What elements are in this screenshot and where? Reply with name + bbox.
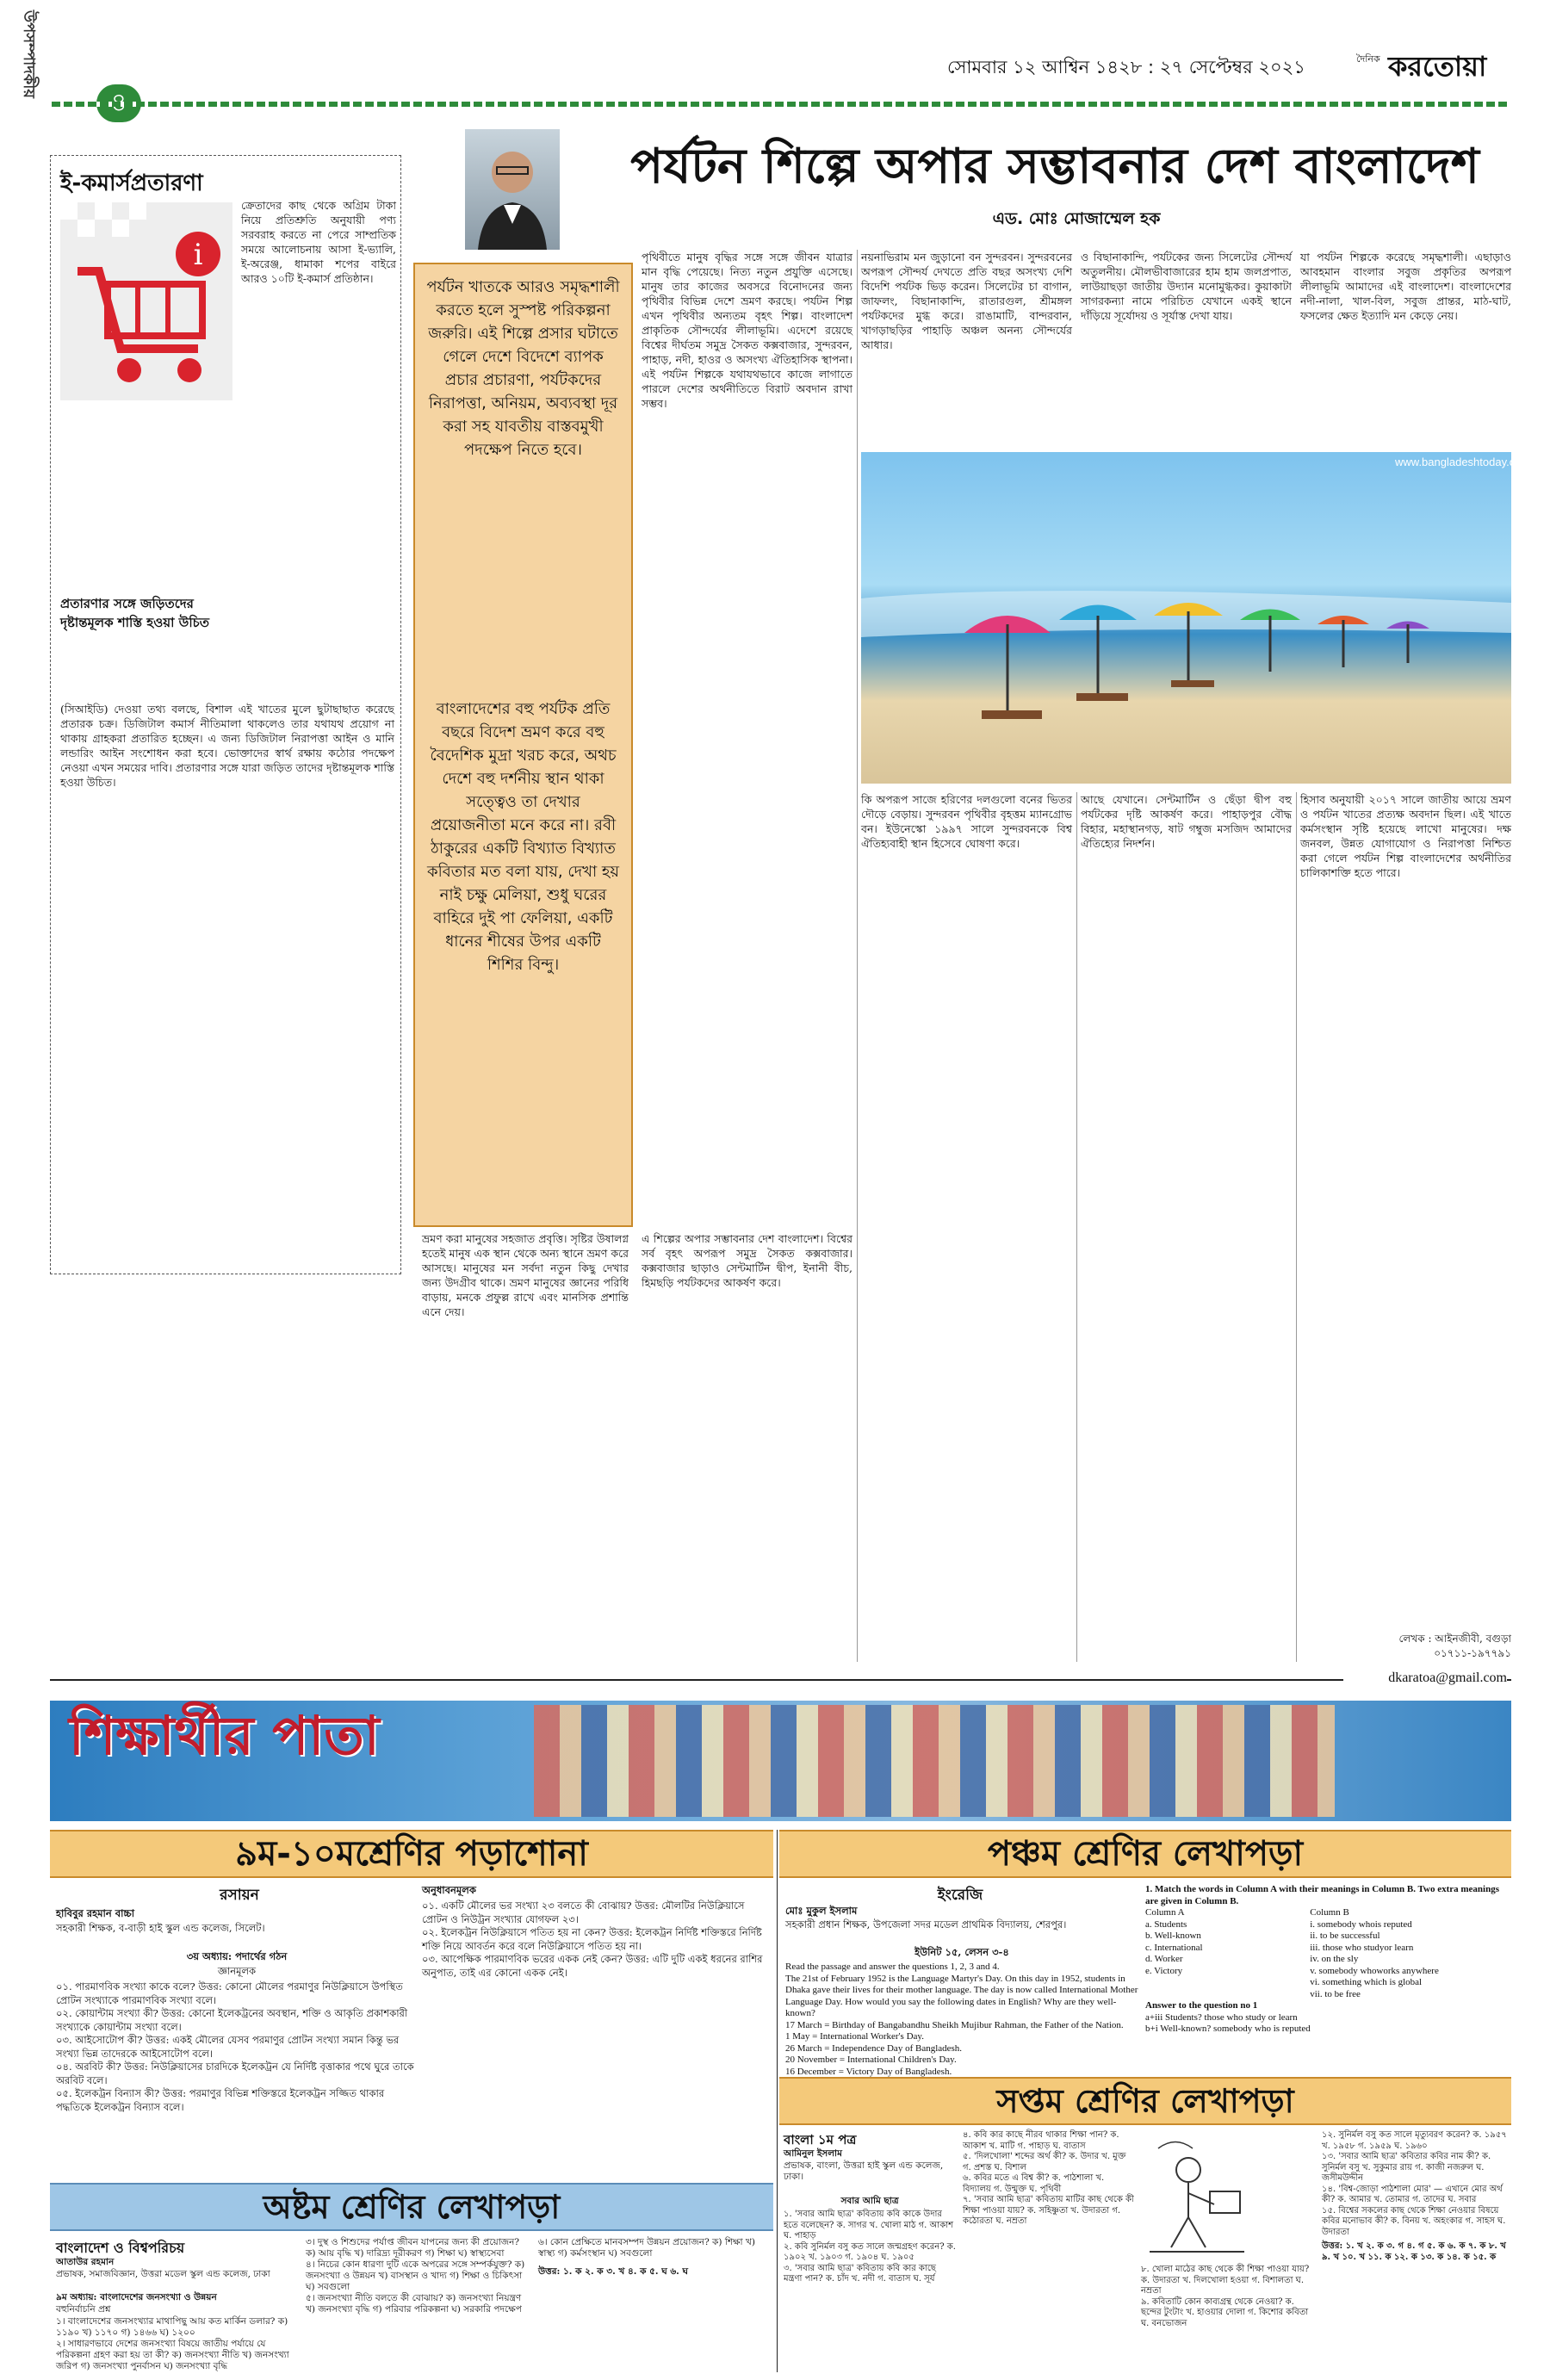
class9-qa-item: ০৩. আইসোটোপ কী? উত্তর: একই মৌলের যেসব পরমাণুর প্রোটন সংখ্যা সমান কিন্তু ভর সংখ্যা ভিন্ন তাদেরকে আইসোটোপ বলে। [56, 2034, 400, 2060]
class9-teacher: হাবিবুর রহমান বাচ্চা [56, 1907, 135, 1919]
class5-right-col [1145, 1884, 1511, 2073]
class5-ans1-item: d+v Worker? somebody who works anywhere [801, 2065, 818, 2066]
article-col-1: পৃথিবীতে মানুষ বৃদ্ধির সঙ্গে সঙ্গে জীবন যাত্রার মান বৃদ্ধি পেয়েছে। নিত্য নতুন প্রযুক্তি এসেছে। মানুষ তার কাজের অবসরে বিনোদনের জন্য পৃথিবীর বিভিন্ন দেশে ভ্রমণ করছে। পর্যটন শিল্প এখন পৃথিবীর অন্যতম বৃহৎ শিল্প। বাংলাদেশ প্রাকৃতিক সৌন্দর্যের লীলাভূমি। এদেশে রয়েছে বিশ্বের দীর্ঘতম সমুদ্র সৈকত কক্সবাজার, সুন্দরবন, পাহাড়, নদী, হাওর ও অসংখ্য ঐতিহাসিক স্থাপনা। এই পর্যটন শিল্পকে যথাযথভাবে কাজে লাগাতে পারলে দেশের অর্থনীতিতে বিরাট অবদান রাখা সম্ভব। [642, 251, 852, 410]
paper-name: করতোয়া [1388, 50, 1487, 83]
divider [1296, 792, 1297, 1662]
class5-col-b-item: vi. something which is global [1310, 1977, 1423, 1987]
article-lower-col-2: এ শিল্পের অপার সম্ভাবনার দেশ বাংলাদেশ। বিশ্বের সর্ব বৃহৎ অপরূপ সমুদ্র সৈকত কক্সবাজার। কক্সবাজার ছাড়াও সেন্টমার্টিন দ্বীপ, ইনানী বীচ, হিমছড়ি পর্যটকদের আকর্ষণ করে। [642, 1232, 852, 1289]
class8-qa-item: ৪। নিচের কোন ধারণা দুটি একে অপরের সঙ্গে সম্পর্কযুক্ত? ক) জনসংখ্যা ও উন্নয়ন খ) বাসস্থান ও খাদ্য গ) শিক্ষা ও চিকিৎসা ঘ) সবগুলো [306, 2259, 525, 2292]
class5-col-a-head: Column A [1145, 1907, 1185, 1918]
class5-banner: পঞ্চম শ্রেণির লেখাপড়া [779, 1830, 1511, 1878]
class8-qa-col3 [538, 2237, 771, 2373]
svg-text:i: i [193, 238, 203, 272]
class8-answers: উত্তর: ১. ক ২. ক ৩. খ ৪. ক ৫. ঘ ৬. ঘ [538, 2266, 688, 2277]
divider [777, 1830, 778, 2372]
class8-qa-col2 [306, 2237, 530, 2373]
article-col-2: নয়নাভিরাম মন জুড়ানো বন সুন্দরবন। সুন্দরবনের অপরূপ সৌন্দর্য দেখতে প্রতি বছর অসংখ্য দেশি বিদেশি পর্যটক ভিড় করেন। সিলেটের চা বাগান, জাফলং, বিছানাকান্দি, রাতারগুল, শ্রীমঙ্গল পর্যটকদের মুগ্ধ করে। রাঙামাটি, বান্দরবান, খাগড়াছড়ির পাহাড়ি অঞ্চল অনন্য সৌন্দর্যের আধার। [861, 251, 1072, 351]
class5-col-b-item: ii. to be successful [1310, 1931, 1380, 1941]
beach-photo [861, 452, 1531, 784]
date-line: সোমবার ১২ আশ্বিন ১৪২৮ : ২৭ সেপ্টেম্বর ২০২১ [947, 57, 1305, 77]
photo-watermark: www.bangladeshtoday.com [1395, 456, 1531, 468]
article-lower-col-5: হিসাব অনুযায়ী ২০১৭ সালে জাতীয় আয়ে ভ্রমণ ও পর্যটন খাতের প্রত্যক্ষ অবদান ছিল। এই খাতে কর্মসংস্থান সৃষ্টি হয়েছে লাখো মানুষের। দক্ষ জনবল, উন্নত যোগাযোগ ও নিরাপত্তা নিশ্চিত করা গেলে পর্যটন শিল্প বাংলাদেশের অর্থনীতির চালিকাশক্তি হতে পারে। [1300, 793, 1511, 879]
class5-col-a-item: c. International [1145, 1942, 1203, 1953]
article-col-3: ও বিছানাকান্দি, পর্যটকের জন্য সিলেটের সৌন্দর্য অতুলনীয়। মৌলভীবাজারের হাম হাম জলপ্রপাত, লাউয়াছড়া জাতীয় উদ্যান মনোমুগ্ধকর। কুয়াকাটা সাগরকন্যা নামে পরিচিত যেখানে একই স্থানে দাঁড়িয়ে সূর্যোদয় ও সূর্যাস্ত দেখা যায়। [1081, 251, 1292, 322]
class5-date-item: 1 May = International Worker's Day. [785, 2031, 924, 2042]
class8-qa-item: ১। বাংলাদেশের জনসংখ্যার মাথাপিছু আয় কত মার্কিন ডলার? ক) ১১৯০ খ) ১১৭০ গ) ১৪৬৬ ঘ) ১২০০ [56, 2316, 288, 2338]
class8-subject: বাংলাদেশ ও বিশ্বপরিচয় [56, 2240, 185, 2256]
class5-q2 [1145, 2073, 1146, 2074]
paper-sub: দৈনিক [1356, 53, 1380, 65]
class5-ans1-item: e+ii Victory? to be successful [817, 2065, 828, 2066]
class8-qa-item: ৩। দুস্থ ও শিশুদের পর্যাপ্ত জীবন যাপনের জন্য কী প্রয়োজন? ক) আয় বৃদ্ধি খ) দারিদ্র্য দূরীকরণ গ) শিক্ষা ঘ) স্বাস্থ্যসেবা [306, 2237, 520, 2259]
class5-date-item: 16 December = Victory Day of Bangladesh. [785, 2066, 952, 2077]
class5-teacher: মোঃ মুকুল ইসলাম [785, 1905, 858, 1917]
class9-subject: রসায়ন [220, 1887, 259, 1904]
email-link[interactable]: dkaratoa@gmail.com [1343, 1670, 1507, 1689]
author-photo [465, 129, 560, 250]
class7-subject: বাংলা ১ম পত্র [784, 2132, 857, 2148]
class9-section: জ্ঞানমূলক [217, 1965, 257, 1977]
class5-col-b-item: iii. those who studyor learn [1310, 1942, 1414, 1953]
article-lower-col-4: আছে যেখানে। সেন্টমার্টিন ও ছেঁড়া দ্বীপ বহু পর্যটকের দৃষ্টি আকর্ষণ করে। পাহাড়পুর বৌদ্ধ বিহার, মহাস্থানগড়, ষাট গম্বুজ মসজিদ আমাদের ঐতিহ্যের নিদর্শন। [1081, 793, 1292, 850]
class5-col-b-item: iv. on the sly [1310, 1954, 1359, 1964]
masthead-rule [52, 102, 1507, 107]
class5-date-item: 26 March = Independence Day of Bangladesh. [785, 2042, 963, 2054]
class7-mcq-item: ৩. 'সবার আমি ছাত্র' কবিতায় কবি কার কাছে মন্ত্রণা পান? ক. চাঁদ খ. নদী গ. বাতাস ঘ. সূর্য [784, 2263, 936, 2284]
pull-quote-2: বাংলাদেশের বহু পর্যটক প্রতি বছরে বিদেশ ভ্রমণ করে বহু বৈদেশিক মুদ্রা খরচ করে, অথচ দেশে বহু দর্শনীয় স্থান থাকা সত্ত্বেও তা দেখার প্রয়োজনীতা মনে করে না। রবী ঠাকুরের একটি বিখ্যাত বিখ্যাত কবিতার মত বলা যায়, দেখা হয় নাই চক্ষু মেলিয়া, শুধু ঘরের বাহিরে দুই পা ফেলিয়া, একটি ধানের শীষের উপর একটি শিশির বিন্দু। [427, 700, 619, 974]
article-byline: এড. মোঃ মোজাম্মেল হক [992, 209, 1161, 228]
class5-col-b-item: v. somebody whoworks anywhere [1310, 1965, 1439, 1976]
class7-teacher-role: প্রভাষক, বাংলা, উত্তরা হাই স্কুল এন্ড কলেজ, ঢাকা। [784, 2160, 944, 2182]
class8-teacher-role: প্রভাষক, সমাজবিজ্ঞান, উত্তরা মডেল স্কুল এন্ড কলেজ, ঢাকা [56, 2269, 270, 2279]
class5-col-a-item: d. Worker [1145, 1954, 1183, 1964]
sidebar-body: (সিআইডি) দেওয়া তথ্য বলছে, বিশাল এই খাতের মুলে ছুটাছাছাত করেছে প্রতারক চক্র। ডিজিটাল কমার্স নীতিমালা থাকলেও তার যথাযথ প্রয়োগ না থাকায় গ্রাহকরা প্রতারিত হচ্ছেন। এ জন্য ডিজিটাল নিরাপত্তা আইন ও মানি লন্ডারিং আইন সংশোধন করা হবে। ভোক্তাদের স্বার্থ রক্ষায় কঠোর পদক্ষেপ নেওয়া এখন সময়ের দাবি। প্রতারণার সঙ্গে যারা জড়িত তাদের দৃষ্টান্তমূলক শাস্তি হওয়া উচিত। [60, 703, 394, 789]
class7-mcq-item: ৪. কবি কার কাছে নীরব থাকার শিক্ষা পান? ক. আকাশ খ. মাটি গ. পাহাড় ঘ. বাতাস [963, 2130, 1119, 2151]
article-lower-col-3: কি অপরূপ সাজে হরিণের দলগুলো বনের ভিতর দৌড়ে বেড়ায়। সুন্দরবন পৃথিবীর বৃহত্তম ম্যানগ্রোভ বন। ইউনেস্কো ১৯৯৭ সালে সুন্দরবনকে বিশ্ব ঐতিহ্যবাহী স্থান হিসেবে ঘোষণা করে। [861, 793, 1072, 850]
sidebar-intro: ক্রেতাদের কাছ থেকে অগ্রিম টাকা নিয়ে প্রতিশ্রুতি অনুযায়ী পণ্য সরবরাহ করতে না পেরে সাম্প্রতিক সময়ে আলোচনায় আসা ই-ভ্যালি, ই-অরেঞ্জ, ধামাকা শপের বাইরে আরও ১০টি ই-কমার্স প্রতিষ্ঠান। [241, 199, 396, 285]
class5-ans1-title: Answer to the question no 1 [1145, 2000, 1258, 2011]
class5-date-item: 17 March = Birthday of Bangabandhu Sheikh Mujibur Rahman, the Father of the Nation. [785, 2019, 1124, 2030]
class7-mcq-item: ১৪. 'বিশ্ব-জোড়া পাঠশালা মোর' — এখানে মোর অর্থ কী? ক. আমার খ. তোমার গ. তাদের ঘ. সবার [1322, 2184, 1503, 2204]
class8-chapter: ৯ম অধ্যায়: বাংলাদেশের জনসংখ্যা ও উন্নয়ন [56, 2292, 217, 2303]
class5-teacher-role: সহকারী প্রধান শিক্ষক, উপজেলা সদর মডেল প্রাথমিক বিদ্যালয়, শেরপুর। [785, 1918, 1067, 1931]
class9-mid-item: ০২. ইলেকট্রন নিউক্লিয়াসে পতিত হয় না কেন? উত্তর: ইলেকট্রন নির্দিষ্ট শক্তিস্তরে নির্দিষ্ট শক্তি নিয়ে আবর্তন করে বলে নিউক্লিয়াসে পতিত হয় না। [422, 1926, 762, 1952]
class7-mcq-item: ৫. 'দিলখোলা' শব্দের অর্থ কী? ক. উদার খ. মুক্ত গ. প্রশস্ত ঘ. বিশাল [963, 2152, 1126, 2172]
article-col-4: যা পর্যটন শিল্পকে করেছে সমৃদ্ধশালী। এছাড়াও আবহমান বাংলার সবুজ প্রকৃতির অপরূপ লীলাভূমি আমাদের এই বাংলাদেশ। বাংলাদেশের নদী-নালা, খাল-বিল, সবুজ প্রান্তর, মাঠ-ঘাট, ফসলের ক্ষেত ইত্যাদি মন কেড়ে নেয়। [1300, 251, 1511, 322]
class8-qa-item: ৬। কোন প্রেক্ষিতে মানবসম্পদ উন্নয়ন প্রয়োজন? ক) শিক্ষা খ) স্বাস্থ্য গ) কর্মসংস্থান ঘ) সবগুলো [538, 2237, 755, 2259]
class8-teacher: আতাউর রহমান [56, 2257, 115, 2267]
class9-qa-item: ০৪. অরবিট কী? উত্তর: নিউক্লিয়াসের চারদিকে ইলেকট্রন যে নির্দিষ্ট বৃত্তাকার পথে ঘুরে তাকে অরবিট বলে। [56, 2061, 414, 2086]
class7-mcq-col1 [784, 2210, 956, 2373]
class9-qa-list [56, 1980, 418, 2174]
divider [857, 250, 858, 1662]
class5-date-item: 20 November = International Children's Day. [785, 2055, 957, 2065]
class7-answers: উত্তর: ১. খ ২. ক ৩. গ ৪. গ ৫. ক ৬. ক ৭. ক ৮. খ ৯. খ ১০. খ ১১. ক ১২. ক ১৩. ক ১৪. ক ১৫. ক [1322, 2241, 1506, 2262]
class7-mcq-col4 [1322, 2130, 1511, 2373]
student-crowd-photo [534, 1705, 1335, 1817]
pull-quote-1: পর্যটন খাতকে আরও সমৃদ্ধশালী করতে হলে সুস্পষ্ট পরিকল্পনা জরুরি। এই শিল্পে প্রসার ঘটাতে গেলে দেশে বিদেশে ব্যাপক প্রচার প্রচারণা, পর্যটকদের নিরাপত্তা, অনিয়ম, অব্যবস্থা দূর করা সহ যাবতীয় বাস্তবমুখী পদক্ষেপ নিতে হবে। [426, 278, 620, 459]
class9-teacher-role: সহকারী শিক্ষক, ব-বাড়ী হাই স্কুল এন্ড কলেজ, সিলেট। [56, 1922, 265, 1934]
class5-col-a-item: a. Students [1145, 1918, 1187, 1930]
class5-unit: ইউনিট ১৫, লেসন ৩-৪ [914, 1946, 1009, 1958]
class7-mcq-item: ৬. কবির মতে এ বিশ্ব কী? ক. পাঠশালা খ. বিদ্যালয় গ. উন্মুক্ত ঘ. পৃথিবী [963, 2173, 1105, 2194]
class9-mid-title: অনুধাবনমূলক [422, 1884, 476, 1896]
class9-qa-item: ০১. পারমাণবিক সংখ্যা কাকে বলে? উত্তর: কোনো মৌলের পরমাণুর নিউক্লিয়াসে উপস্থিত প্রোটন সংখ্যাকে পারমাণবিক সংখ্যা বলে। [56, 1980, 403, 2006]
class7-mcq-item: ১. 'সবার আমি ছাত্র' কবিতায় কবি কাকে উদার হতে বলেছেন? ক. সাগর খ. খোলা মাঠ গ. আকাশ ঘ. পাহাড় [784, 2210, 954, 2241]
class9-qa-item: ০২. কোয়ান্টাম সংখ্যা কী? উত্তর: কোনো ইলেকট্রনের অবস্থান, শক্তি ও আকৃতি প্রকাশকারী সংখ্যাকে কোয়ান্টাম সংখ্যা বলে। [56, 2007, 408, 2033]
class9-qa-item: ০৫. ইলেকট্রন বিন্যাস কী? উত্তর: পরমাণুর বিভিন্ন শক্তিস্তরে ইলেকট্রন সজ্জিত থাকার পদ্ধতিকে ইলেকট্রন বিন্যাস বলে। [56, 2087, 385, 2113]
class7-illustration [1141, 2131, 1253, 2260]
class8-banner: অষ্টম শ্রেণির লেখাপড়া [50, 2183, 773, 2231]
sidebar-subhead: প্রতারণার সঙ্গে জড়িতদের দৃষ্টান্তমূলক শাস্তি হওয়া উচিত [60, 596, 209, 630]
class7-mcq-item: ১৩. 'সবার আমি ছাত্র' কবিতার কবির নাম কী? ক. সুনির্মল বসু খ. সুকুমার রায় গ. কাজী নজরুল ঘ. জসীমউদ্দীন [1322, 2152, 1491, 2183]
class7-teacher: আমিনুল ইসলাম [784, 2148, 842, 2159]
class7-poem: সবার আমি ছাত্র [840, 2196, 899, 2206]
class7-mcq-col3 [1141, 2265, 1313, 2373]
class8-section: বহুনির্বাচনি প্রশ্ন [56, 2304, 111, 2315]
author-note: লেখক : আইনজীবী, বগুড়া [1398, 1633, 1511, 1645]
class8-qa-item: ২। সাধারণভাবে দেশের জনসংখ্যা বিষয়ে জাতীয় পর্যায়ে যে পরিকল্পনা গ্রহণ করা হয় তা কী? ক) জনসংখ্যা নীতি খ) জনসংখ্যা জরিপ গ) জনসংখ্যা পুনর্বাসন ঘ) জনসংখ্যা বৃদ্ধি [56, 2339, 289, 2371]
divider [1076, 792, 1077, 1662]
class5-col-b-head: Column B [1310, 1907, 1349, 1918]
class5-match-title: 1. Match the words in Column A with their meanings in Column B. Two extra meanings are given in Column B. [1145, 1884, 1500, 1906]
class9-mid-item: ০৩. আপেক্ষিক পারমাণবিক ভরের একক নেই কেন? উত্তর: এটি দুটি একই ধরনের রাশির অনুপাত, তাই এর কোনো একক নেই। [422, 1953, 763, 1979]
side-label: উপসম্পাদকীয় [20, 10, 38, 99]
class5-passage: The 21st of February 1952 is the Language Martyr's Day. On this day in 1952, students in Dhaka gave their lives for their mother language. The day is now called International Mother Language Day. How would you say the following dates in English? Why are they well-known? [785, 1973, 1138, 2018]
class9-mid-item: ০১. একটি মৌলের ভর সংখ্যা ২৩ বলতে কী বোঝায়? উত্তর: মৌলটির নিউক্লিয়াসে প্রোটন ও নিউট্রন সংখ্যার যোগফল ২৩। [422, 1900, 745, 1925]
author-phone: ০১৭১১-১৯৭৭৯১ [1434, 1647, 1511, 1659]
class5-ans1-item: a+iii Students? those who study or learn [1145, 2011, 1298, 2023]
sidebar-title: ই-কমার্সপ্রতারণা [60, 170, 203, 196]
email-bar [50, 1679, 1511, 1696]
article-headline: পর্যটন শিল্পে অপার সম্ভাবনার দেশ বাংলাদেশ [630, 139, 1479, 195]
class9-banner: ৯ম-১০মশ্রেণির পড়াশোনা [50, 1830, 773, 1878]
class7-mcq-item: ৯. কবিতাটি কোন কাব্যগ্রন্থ থেকে নেওয়া? ক. ছন্দের টুংটাং খ. হাওয়ার দোলা গ. কিশোর কবিতা ঘ. বনভোজন [1141, 2296, 1309, 2328]
class5-ans1-item: c+vi International? something which is global [785, 2065, 802, 2066]
class9-mid-qa [422, 1900, 771, 2175]
class5-col-a-item: b. Well-known [1145, 1931, 1201, 1941]
class5-col-b-item: i. somebody whois reputed [1310, 1918, 1412, 1930]
cart-icon [60, 202, 232, 400]
class7-mcq-item: ১২. সুনির্মল বসু কত সালে মৃত্যুবরণ করেন? ক. ১৯৫৭ খ. ১৯৫৮ গ. ১৯৫৯ ঘ. ১৯৬০ [1322, 2130, 1507, 2151]
student-banner-title: শিক্ষার্থীর পাতা [69, 1704, 380, 1767]
class5-q2-block [1145, 2073, 1146, 2074]
class8-qa-col1 [56, 2316, 297, 2373]
class7-mcq-item: ৮. খোলা মাঠের কাছ থেকে কী শিক্ষা পাওয়া যায়? ক. উদারতা খ. দিলখোলা হওয়া গ. বিশালতা ঘ. নম্রতা [1141, 2265, 1310, 2296]
class5-col-a-item: e. Victory [1145, 1965, 1183, 1976]
class7-mcq-item: ২. কবি সুনির্মল বসু কত সালে জন্মগ্রহণ করেন? ক. ১৯০২ খ. ১৯০৩ গ. ১৯০৪ ঘ. ১৯০৫ [784, 2241, 956, 2262]
class5-left-col [785, 1962, 1138, 2077]
class5-col-b-item: vii. to be free [1310, 1988, 1361, 1999]
class5-subject: ইংরেজি [937, 1887, 983, 1904]
class7-mcq-col2 [963, 2130, 1135, 2373]
class8-qa-item: ৫। জনসংখ্যা নীতি বলতে কী বোঝায়? ক) জনসংখ্যা নিয়ন্ত্রণ খ) জনসংখ্যা বৃদ্ধি গ) পরিবার পরিকল্পনা ঘ) সরকারি পদক্ষেপ [306, 2293, 522, 2315]
article-lower-col-1: ভ্রমণ করা মানুষের সহজাত প্রবৃত্তি। সৃষ্টির উষালগ্ন হতেই মানুষ এক স্থান থেকে অন্য স্থানে ভ্রমণ করে আসছে। মানুষের মন সর্বদা নতুন কিছু দেখার জন্য উদগ্রীব থাকে। ভ্রমণ মানুষের জ্ঞানের পরিধি বাড়ায়, মনকে প্রফুল্ল রাখে এবং মানসিক প্রশান্তি এনে দেয়। [422, 1232, 629, 1318]
class5-extra [785, 2065, 1511, 2073]
class7-mcq-item: ৭. 'সবার আমি ছাত্র' কবিতায় মাটির কাছ থেকে কী শিক্ষা পাওয়া যায়? ক. সহিষ্ণুতা খ. উদারতা গ. কঠোরতা ঘ. নম্রতা [963, 2195, 1134, 2226]
class9-chapter: ৩য় অধ্যায়: পদার্থের গঠন [186, 1950, 288, 1962]
class7-banner: সপ্তম শ্রেণির লেখাপড়া [779, 2077, 1511, 2125]
class7-mcq-item: ১৫. বিশ্বের সকলের কাছ থেকে শিক্ষা নেওয়ার বিষয়ে কবির মনোভাব কী? ক. বিনয় খ. অহংকার গ. সাহস ঘ. উদারতা [1322, 2205, 1506, 2237]
class5-instruction: Read the passage and answer the questions 1, 2, 3 and 4. [785, 1962, 1000, 1972]
class5-ans1-item: b+i Well-known? somebody who is reputed [1145, 2024, 1311, 2034]
